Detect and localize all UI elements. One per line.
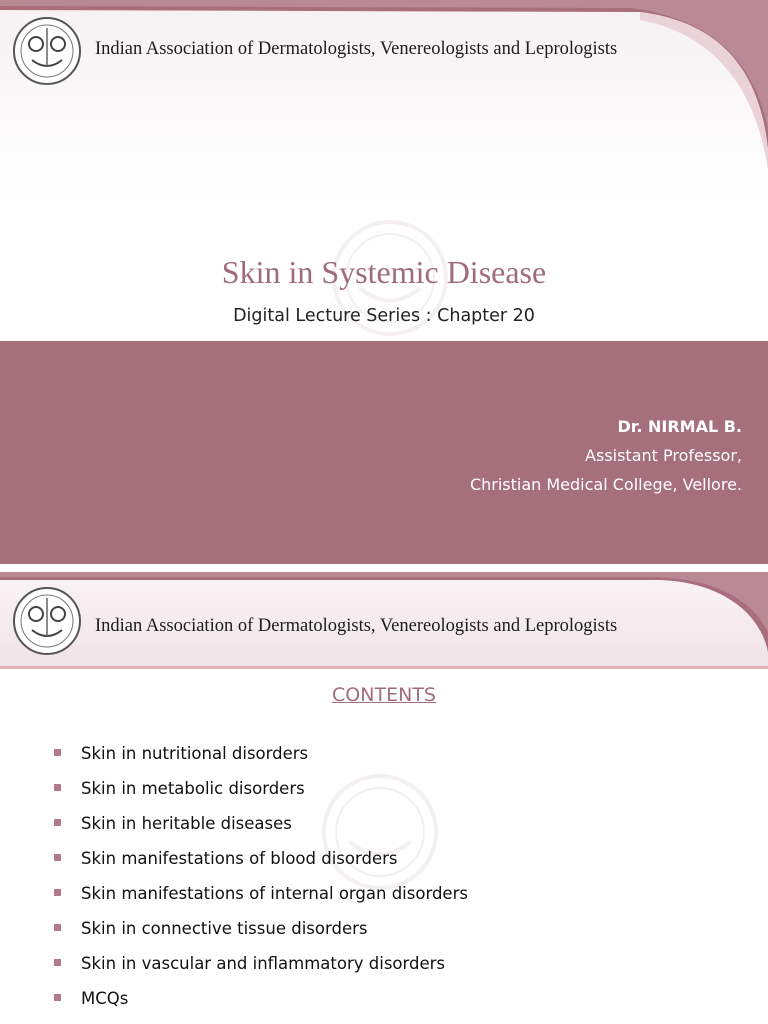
bullet-icon xyxy=(54,959,61,966)
association-logo xyxy=(12,16,82,86)
list-item xyxy=(54,814,468,849)
presenter-info xyxy=(470,412,742,499)
list-item xyxy=(54,919,468,954)
contents-slide xyxy=(0,572,768,1024)
list-item xyxy=(54,744,468,779)
list-item xyxy=(54,779,468,814)
list-item xyxy=(54,849,468,884)
list-item-label: Skin in connective tissue disorders xyxy=(81,919,368,938)
slide-divider xyxy=(0,564,768,572)
association-name-2: Indian Association of Dermatologists, Venereologists and Leprologists xyxy=(95,616,618,636)
bullet-icon xyxy=(54,924,61,931)
association-name: Indian Association of Dermatologists, Venereologists and Leprologists xyxy=(95,39,618,59)
list-item-label: Skin in heritable diseases xyxy=(81,814,292,833)
list-item-label: Skin in metabolic disorders xyxy=(81,779,305,798)
presenter-institution: Christian Medical College, Vellore. xyxy=(469,475,742,494)
bullet-icon xyxy=(54,784,61,791)
presenter-name: Dr. NIRMAL B. xyxy=(617,417,742,436)
bullet-icon xyxy=(54,819,61,826)
list-item xyxy=(54,884,468,919)
list-item-label: Skin in nutritional disorders xyxy=(81,744,309,763)
association-logo-2 xyxy=(12,586,82,656)
bullet-icon xyxy=(54,749,61,756)
list-item xyxy=(54,954,468,989)
bullet-icon xyxy=(54,854,61,861)
list-item-label: Skin manifestations of blood disorders xyxy=(81,849,398,868)
bullet-icon xyxy=(54,889,61,896)
contents-list xyxy=(54,744,468,1024)
slide-subtitle: Digital Lecture Series : Chapter 20 xyxy=(233,306,535,326)
contents-heading: CONTENTS xyxy=(332,684,436,706)
bullet-icon xyxy=(54,994,61,1001)
list-item xyxy=(54,989,468,1024)
presenter-position: Assistant Professor, xyxy=(585,446,742,465)
list-item-label: Skin in vascular and inflammatory disorders xyxy=(81,954,446,973)
list-item-label: Skin manifestations of internal organ disorders xyxy=(81,884,468,903)
slide-title: Skin in Systemic Disease xyxy=(221,254,547,290)
list-item-label: MCQs xyxy=(81,989,129,1008)
